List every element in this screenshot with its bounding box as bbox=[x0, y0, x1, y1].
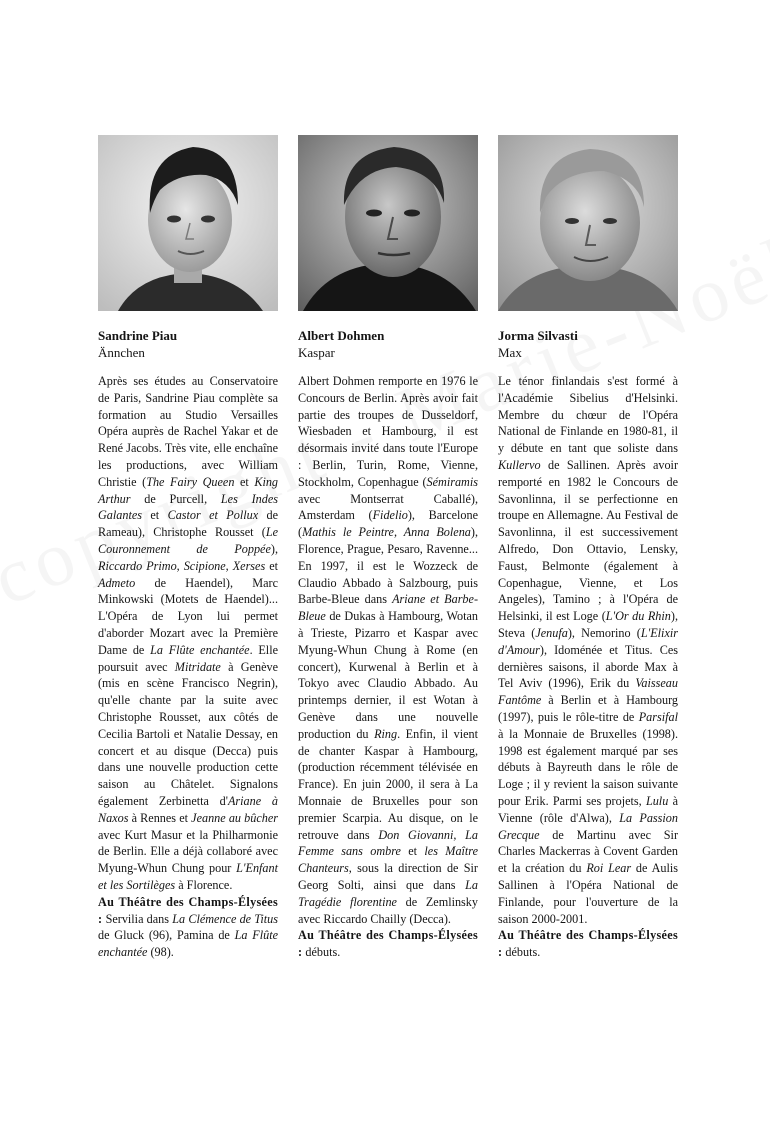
text-run: de Dukas à Hambourg, Wotan à Trieste, Pizarro et Kaspar avec Myung-Whun Chung à Rome (en concert), Kurwenal à Berlin et à Tokyo avec Claudio Abbado. Au printemps dernier, il est Wotan à Genève dans une nouvelle production du bbox=[298, 609, 478, 741]
italic-title: Ariane et Barbe-Bleue bbox=[298, 592, 478, 624]
italic-title: Les Indes Galantes bbox=[98, 491, 278, 523]
text-run: de Haendel), Marc Minkowski (Motets de Haendel)... L'Opéra de Lyon lui permet d'aborder Mozart avec la Première Dame de bbox=[98, 575, 278, 657]
italic-title: L'Enfant et les Sortilèges bbox=[98, 861, 278, 892]
text-run: ), Steva ( bbox=[498, 609, 678, 640]
text-run: . Enfin, il vient de chanter Kaspar à Hambourg, (production récemment télévisée en France). En juin 2000, il sera à La Monnaie de Bruxelles pour son premier Scarpia. Au disque, on le retrouve dans bbox=[298, 726, 478, 842]
text-run: de Martinu avec Sir Charles Mackerras à Covent Garden et la création du bbox=[498, 827, 678, 876]
italic-title: La Clémence de Titus bbox=[172, 911, 278, 926]
text-run: Après ses études au Conservatoire de Paris, Sandrine Piau complète sa formation au Studio Versailles Opéra auprès de Rachel Yakar et de René Jacobs. Très vite, elle enchaîne les productions, avec William Christie ( bbox=[98, 374, 278, 489]
text-run: à Genève (mis en scène Francisco Negrin), qu'elle chante par la suite avec Christophe Rousset, aux côtés de Cecilia Bartoli et Natalie Dessay, en concert et au disque (Decca) puis dans une nouvelle production cette saison au Châtelet. Signalons également Zerbinetta d' bbox=[98, 659, 278, 808]
italic-title: Castor et Pollux bbox=[167, 508, 259, 523]
text-run: à Rennes et bbox=[128, 810, 192, 825]
text-run: de Purcell, bbox=[130, 491, 221, 506]
italic-title: King Arthur bbox=[98, 474, 279, 506]
text-run: de Aulis Sallinen à l'Opéra National de Finlande, pour l'ouverture de la saison 2000-2001. bbox=[498, 861, 678, 926]
artist-name: Sandrine Piau bbox=[98, 328, 178, 343]
portrait-photo bbox=[298, 135, 478, 311]
portrait-photo-silvasti bbox=[498, 135, 678, 311]
italic-title: Kullervo bbox=[498, 457, 541, 472]
text-run: Le ténor finlandais s'est formé à l'Académie Sibelius d'Helsinki. Membre du chœur de l'Opéra National de Finlande en 1980-81, il y débute en tant que soliste dans bbox=[498, 374, 678, 456]
italic-title: les Maître Chanteurs bbox=[298, 844, 479, 876]
italic-title: Sémiramis bbox=[426, 474, 478, 489]
artist-bio bbox=[98, 373, 278, 894]
text-run: ), Idoménée et Titus. Ces dernières saisons, il aborde Max à Tel Aviv (1996), Erik du bbox=[498, 642, 678, 691]
text-run: Servilia dans bbox=[102, 911, 173, 926]
italic-title: Ring bbox=[374, 726, 398, 741]
theatre-text bbox=[302, 945, 340, 959]
text-run: et bbox=[234, 474, 255, 489]
italic-title: Admeto bbox=[98, 575, 136, 590]
text-run: débuts. bbox=[302, 945, 341, 960]
italic-title: Mitridate bbox=[174, 659, 221, 674]
artist-name: Albert Dohmen bbox=[298, 328, 385, 343]
text-run: (98). bbox=[147, 945, 174, 960]
text-run: ), Florence, Prague, Pesaro, Ravenne... En 1997, il est le Wozzeck de Claudio Abbado à Salzbourg, puis Barbe-Bleue dans bbox=[298, 525, 478, 607]
text-run: de Rameau), Christophe Rousset ( bbox=[98, 508, 278, 540]
artist-column-dohmen bbox=[298, 135, 478, 961]
italic-title: La Flûte enchantée bbox=[98, 928, 279, 960]
theatre-label: Au Théâtre des Champs-Élysées : bbox=[498, 928, 678, 960]
portrait-photo-dohmen bbox=[298, 135, 478, 311]
italic-title: L'Or du Rhin bbox=[605, 609, 671, 624]
artist-role: Kaspar bbox=[298, 345, 335, 360]
theatre-text bbox=[502, 945, 540, 959]
text-run: à la Monnaie de Bruxelles (1998). 1998 est également marqué par ses débuts à Bayreuth dans le rôle de Loge ; il y revient la saison suivante pour Erik. Parmi ses projets, bbox=[498, 726, 678, 808]
italic-title: Fidelio bbox=[372, 508, 408, 523]
text-run: , sous la direction de Sir Georg Solti, ainsi que dans bbox=[298, 861, 478, 892]
theatre-appearances bbox=[498, 927, 678, 961]
italic-title: Mathis le Peintre, Anna Bolena bbox=[302, 525, 471, 540]
italic-title: Vaisseau Fantôme bbox=[498, 676, 678, 708]
artist-name: Jorma Silvasti bbox=[498, 328, 578, 343]
text-run: à Florence. bbox=[175, 877, 233, 892]
portrait-photo bbox=[498, 135, 678, 311]
portrait-photo bbox=[98, 135, 278, 311]
italic-title: Jenufa bbox=[535, 625, 568, 640]
italic-title: Jeanne au bûcher bbox=[191, 810, 278, 825]
text-run: de Gluck (96), Pamina de bbox=[98, 928, 235, 943]
artist-role: Max bbox=[498, 345, 522, 360]
artist-column-piau bbox=[98, 135, 278, 961]
text-run: et bbox=[265, 558, 279, 573]
text-run: débuts. bbox=[502, 945, 541, 960]
text-run: ), Nemorino ( bbox=[567, 625, 641, 640]
theatre-label: Au Théâtre des Champs-Élysées : bbox=[298, 928, 478, 960]
theatre-label: Au Théâtre des Champs-Élysées : bbox=[98, 894, 278, 926]
italic-title: Roi Lear bbox=[586, 861, 632, 876]
text-run: . Elle poursuit avec bbox=[98, 642, 278, 674]
text-run: de Sallinen. Après avoir remporté en 1982 le Concours de Savonlinna, il se perfectionne en troupe en Allemagne. Au Festival de Savonlinna, il est successivement Alfredo, Don Ottavio, Lensky, Faust, Belmonte (également à Copenhague, Vienne, et Los Angeles), Tamino ; à l'Opéra de Helsinki, il est Loge ( bbox=[498, 457, 678, 624]
artist-column-silvasti bbox=[498, 135, 678, 961]
theatre-appearances bbox=[298, 927, 478, 961]
italic-title: Riccardo Primo, Scipione, Xerses bbox=[98, 558, 266, 573]
text-run: Albert Dohmen remporte en 1976 le Concours de Berlin. Après avoir fait partie des troupes de Dusseldorf, Wiesbaden et Hambourg, il est désormais invité dans toute l'Europe : Berlin, Turin, Rome, Vienne, Stockholm, Copenhague ( bbox=[298, 374, 478, 489]
text-run: à Berlin et à Hambourg (1997), puis le rôle-titre de bbox=[498, 693, 678, 724]
italic-title: La Tragédie florentine bbox=[298, 877, 478, 909]
italic-title: L'Elixir d'Amour bbox=[498, 625, 678, 657]
text-run: de Zemlinsky avec Riccardo Chailly (Decca). bbox=[298, 894, 478, 926]
text-run: ), bbox=[270, 541, 278, 556]
text-run: à Vienne (rôle d'Alwa), bbox=[498, 793, 678, 825]
italic-title: La Passion Grecque bbox=[498, 810, 678, 842]
theatre-appearances bbox=[98, 894, 278, 961]
italic-title: Don Giovanni, La Femme sans ombre bbox=[298, 827, 478, 859]
text-run: et bbox=[400, 844, 425, 859]
theatre-text bbox=[98, 912, 278, 960]
italic-title: Lulu bbox=[645, 793, 669, 808]
italic-title: Le Couronnement de Poppée bbox=[98, 525, 278, 556]
text-run: et bbox=[142, 508, 168, 523]
italic-title: Parsifal bbox=[638, 709, 678, 724]
italic-title: La Flûte enchantée bbox=[150, 642, 250, 657]
artist-bio bbox=[298, 373, 478, 927]
artist-role: Ännchen bbox=[98, 345, 145, 360]
text-run: avec Kurt Masur et la Philharmonie de Berlin. Elle a déjà collaboré avec Myung-Whun Chung pour bbox=[98, 827, 278, 876]
italic-title: Ariane à Naxos bbox=[98, 793, 278, 825]
text-run: ), Barcelone ( bbox=[298, 508, 478, 540]
text-run: avec Montserrat Caballé), Amsterdam ( bbox=[298, 491, 478, 523]
italic-title: The Fairy Queen bbox=[146, 474, 235, 489]
artist-bio bbox=[498, 373, 678, 927]
portrait-photo-piau bbox=[98, 135, 278, 311]
